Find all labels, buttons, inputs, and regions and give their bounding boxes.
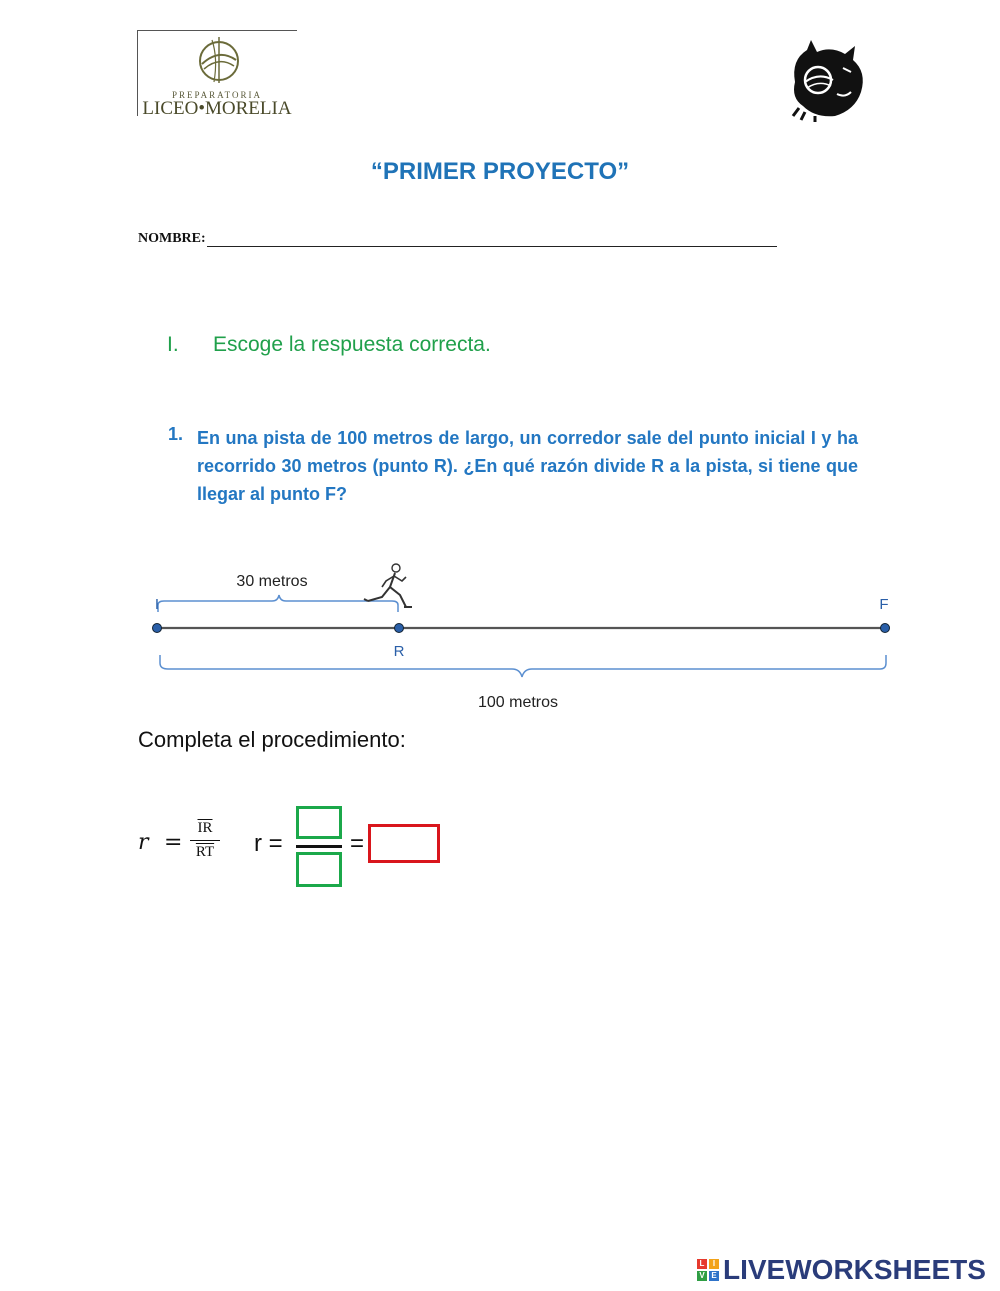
answer-fraction-bar bbox=[296, 845, 342, 848]
section-numeral: I. bbox=[167, 333, 179, 356]
badge-letter: E bbox=[709, 1271, 719, 1281]
fraction-denominator: RT bbox=[195, 844, 215, 860]
equals-sign: = bbox=[164, 830, 183, 855]
point-f-label: F bbox=[879, 596, 889, 613]
fraction-bar bbox=[190, 840, 220, 841]
instruction-text: Completa el procedimiento: bbox=[138, 727, 406, 752]
point-r-label: R bbox=[393, 643, 405, 660]
numerator-answer-input[interactable] bbox=[296, 806, 342, 839]
total-brace bbox=[160, 655, 886, 677]
brand-wordmark: LIVEWORKSHEETS bbox=[723, 1254, 986, 1285]
section-heading: Escoge la respuesta correcta. bbox=[213, 333, 491, 356]
school-logo bbox=[137, 30, 297, 118]
point-f bbox=[881, 624, 890, 633]
logo-frame bbox=[137, 30, 297, 31]
logo-subtitle: PREPARATORIA bbox=[171, 90, 263, 100]
badge-letter: V bbox=[697, 1271, 707, 1281]
question-text: En una pista de 100 metros de largo, un corredor sale del punto inicial I y ha recorrido 30 metros (punto R). ¿En qué razón divide R a la pista, si tiene que llegar al punto F? bbox=[197, 428, 858, 504]
denominator-answer-input[interactable] bbox=[296, 852, 342, 887]
logo-title: LICEO•MORELIA bbox=[142, 98, 292, 119]
ratio-variable: r bbox=[138, 830, 149, 855]
name-label: NOMBRE: bbox=[138, 231, 206, 246]
point-i-label: I bbox=[154, 596, 160, 613]
point-i bbox=[153, 624, 162, 633]
segment-fraction bbox=[190, 820, 220, 861]
name-input-line[interactable] bbox=[207, 234, 777, 247]
badge-letter: L bbox=[697, 1259, 707, 1269]
page-title: “PRIMER PROYECTO” bbox=[370, 158, 630, 185]
name-field-row bbox=[138, 231, 777, 247]
track-diagram bbox=[140, 555, 910, 720]
fraction-numerator: $\overline{IR}$ bbox=[197, 820, 213, 836]
globe-emblem-icon bbox=[194, 34, 244, 86]
liveworksheets-badge-icon bbox=[697, 1259, 720, 1282]
point-r bbox=[395, 624, 404, 633]
ratio-formula bbox=[138, 806, 458, 891]
badge-letter: I bbox=[709, 1259, 719, 1269]
total-label: 100 metros bbox=[477, 694, 559, 711]
liveworksheets-brand bbox=[697, 1254, 997, 1288]
question-number: 1. bbox=[168, 424, 184, 444]
lynx-head-logo-icon bbox=[785, 38, 869, 122]
segment-label: 30 metros bbox=[236, 573, 308, 590]
segment-brace bbox=[158, 595, 398, 612]
equals-sign-2: = bbox=[350, 830, 365, 857]
ratio-label: r = bbox=[254, 830, 283, 857]
result-answer-input[interactable] bbox=[368, 824, 440, 863]
